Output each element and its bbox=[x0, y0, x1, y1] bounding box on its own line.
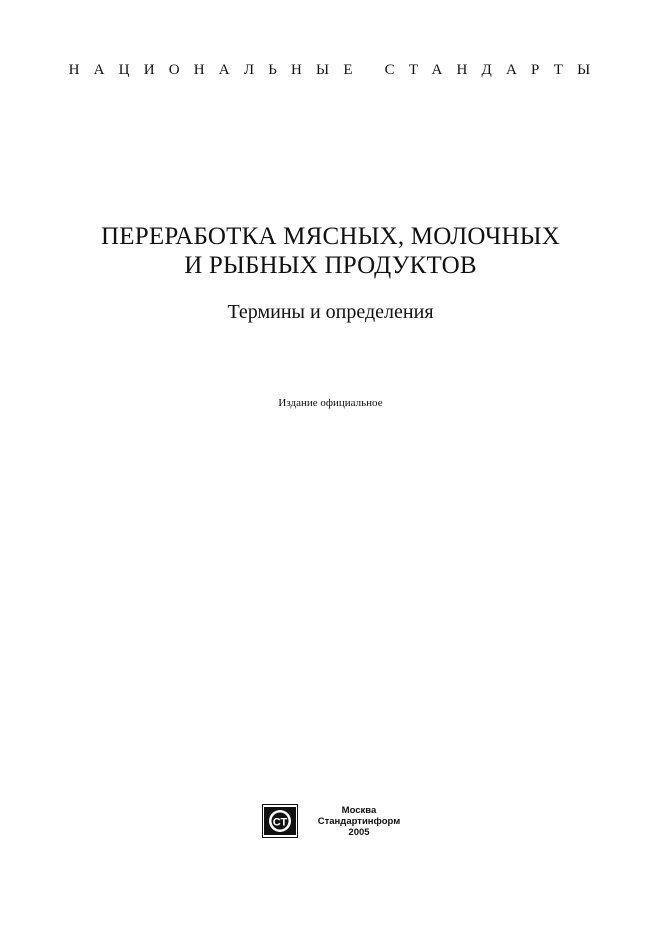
logo-text: СТ bbox=[272, 816, 288, 829]
publisher-block bbox=[262, 804, 404, 838]
publisher-imprint bbox=[314, 805, 404, 838]
document-title bbox=[0, 222, 661, 280]
publication-year: 2005 bbox=[348, 826, 370, 838]
publisher-city: Москва bbox=[341, 804, 377, 816]
standartinform-logo-icon bbox=[262, 804, 298, 838]
title-line-1: ПЕРЕРАБОТКА МЯСНЫХ, МОЛОЧНЫХ bbox=[101, 223, 560, 250]
document-subtitle: Термины и определения bbox=[227, 301, 434, 323]
series-header: НАЦИОНАЛЬНЫЕ СТАНДАРТЫ bbox=[68, 62, 605, 78]
publisher-name: Стандартинформ bbox=[317, 815, 401, 827]
edition-note: Издание официальное bbox=[278, 397, 383, 409]
title-line-2: И РЫБНЫХ ПРОДУКТОВ bbox=[184, 252, 477, 279]
